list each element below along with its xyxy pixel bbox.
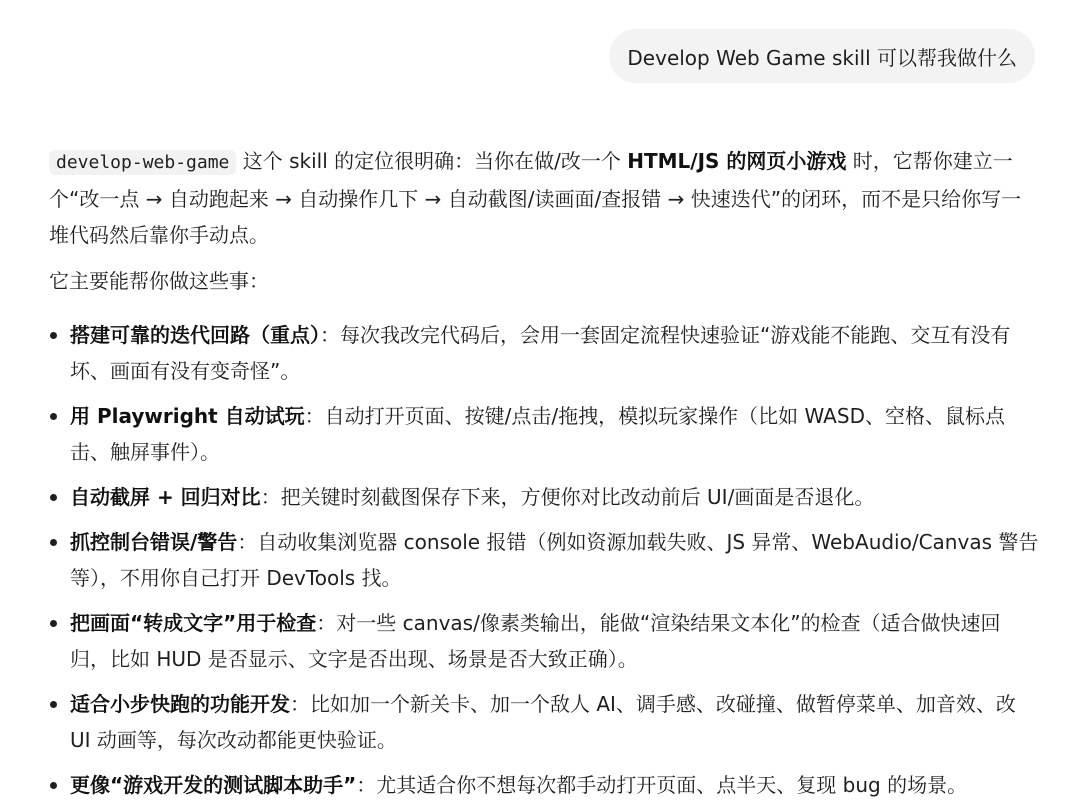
intro-text-2: 时，它帮你建立一个“改一点 → 自动跑起来 → 自动操作几下 → 自动截图/读画面/查报错 → 快速迭代”的闭环，而不是只给你写一堆代码然后靠你手动点。	[49, 149, 1022, 247]
list-item	[49, 524, 1039, 596]
feature-list	[49, 317, 1039, 803]
item-text: ：自动收集浏览器 console 报错（例如资源加载失败、JS 异常、WebAudio/Canvas 警告等），不用你自己打开 DevTools 找。	[70, 530, 1039, 590]
bullet-dot	[50, 539, 57, 546]
lead-paragraph: 它主要能帮你做这些事：	[49, 269, 269, 293]
bullet-dot	[50, 494, 57, 501]
list-item	[49, 767, 1039, 803]
list-item	[49, 398, 1039, 470]
item-text: ：把关键时刻截图保存下来，方便你对比改动前后 UI/画面是否退化。	[260, 485, 875, 509]
assistant-response	[49, 143, 1039, 812]
item-text: ：自动打开页面、按键/点击/拖拽，模拟玩家操作（比如 WASD、空格、鼠标点击、触屏事件）。	[70, 404, 1005, 464]
list-item	[49, 317, 1039, 389]
bullet-dot	[50, 620, 57, 627]
bullet-dot	[50, 332, 57, 339]
user-message-text: Develop Web Game skill 可以帮我做什么	[627, 45, 1017, 70]
intro-bold: HTML/JS 的网页小游戏	[627, 149, 847, 173]
bullet-dot	[50, 413, 57, 420]
item-text: ：比如加一个新关卡、加一个敌人 AI、调手感、改碰撞、做暂停菜单、加音效、改 UI 动画等，每次改动都能更快验证。	[70, 692, 1016, 752]
item-title: 搭建可靠的迭代回路（重点）	[70, 323, 320, 347]
item-title: 用 Playwright 自动试玩	[70, 404, 305, 428]
intro-text-1: 这个 skill 的定位很明确：当你在做/改一个	[236, 149, 628, 173]
item-title: 更像“游戏开发的测试脚本助手”	[70, 773, 357, 797]
bullet-dot	[50, 701, 57, 708]
item-title: 抓控制台错误/警告	[70, 530, 238, 554]
item-title: 把画面“转成文字”用于检查	[70, 611, 317, 635]
list-item	[49, 479, 1039, 515]
skill-name-code: develop-web-game	[49, 150, 236, 175]
item-text: ：尤其适合你不想每次都手动打开页面、点半天、复现 bug 的场景。	[356, 773, 968, 797]
intro-paragraph	[49, 143, 1039, 253]
user-message-bubble	[609, 29, 1035, 83]
bullet-dot	[50, 782, 57, 789]
list-item	[49, 605, 1039, 677]
item-title: 适合小步快跑的功能开发	[70, 692, 290, 716]
item-text: ：对一些 canvas/像素类输出，能做“渲染结果文本化”的检查（适合做快速回归，比如 HUD 是否显示、文字是否出现、场景是否大致正确）。	[70, 611, 1001, 671]
list-item	[49, 686, 1039, 758]
item-title: 自动截屏 + 回归对比	[70, 485, 261, 509]
item-text: ：每次我改完代码后，会用一套固定流程快速验证“游戏能不能跑、交互有没有坏、画面有没有变奇怪”。	[70, 323, 1011, 383]
